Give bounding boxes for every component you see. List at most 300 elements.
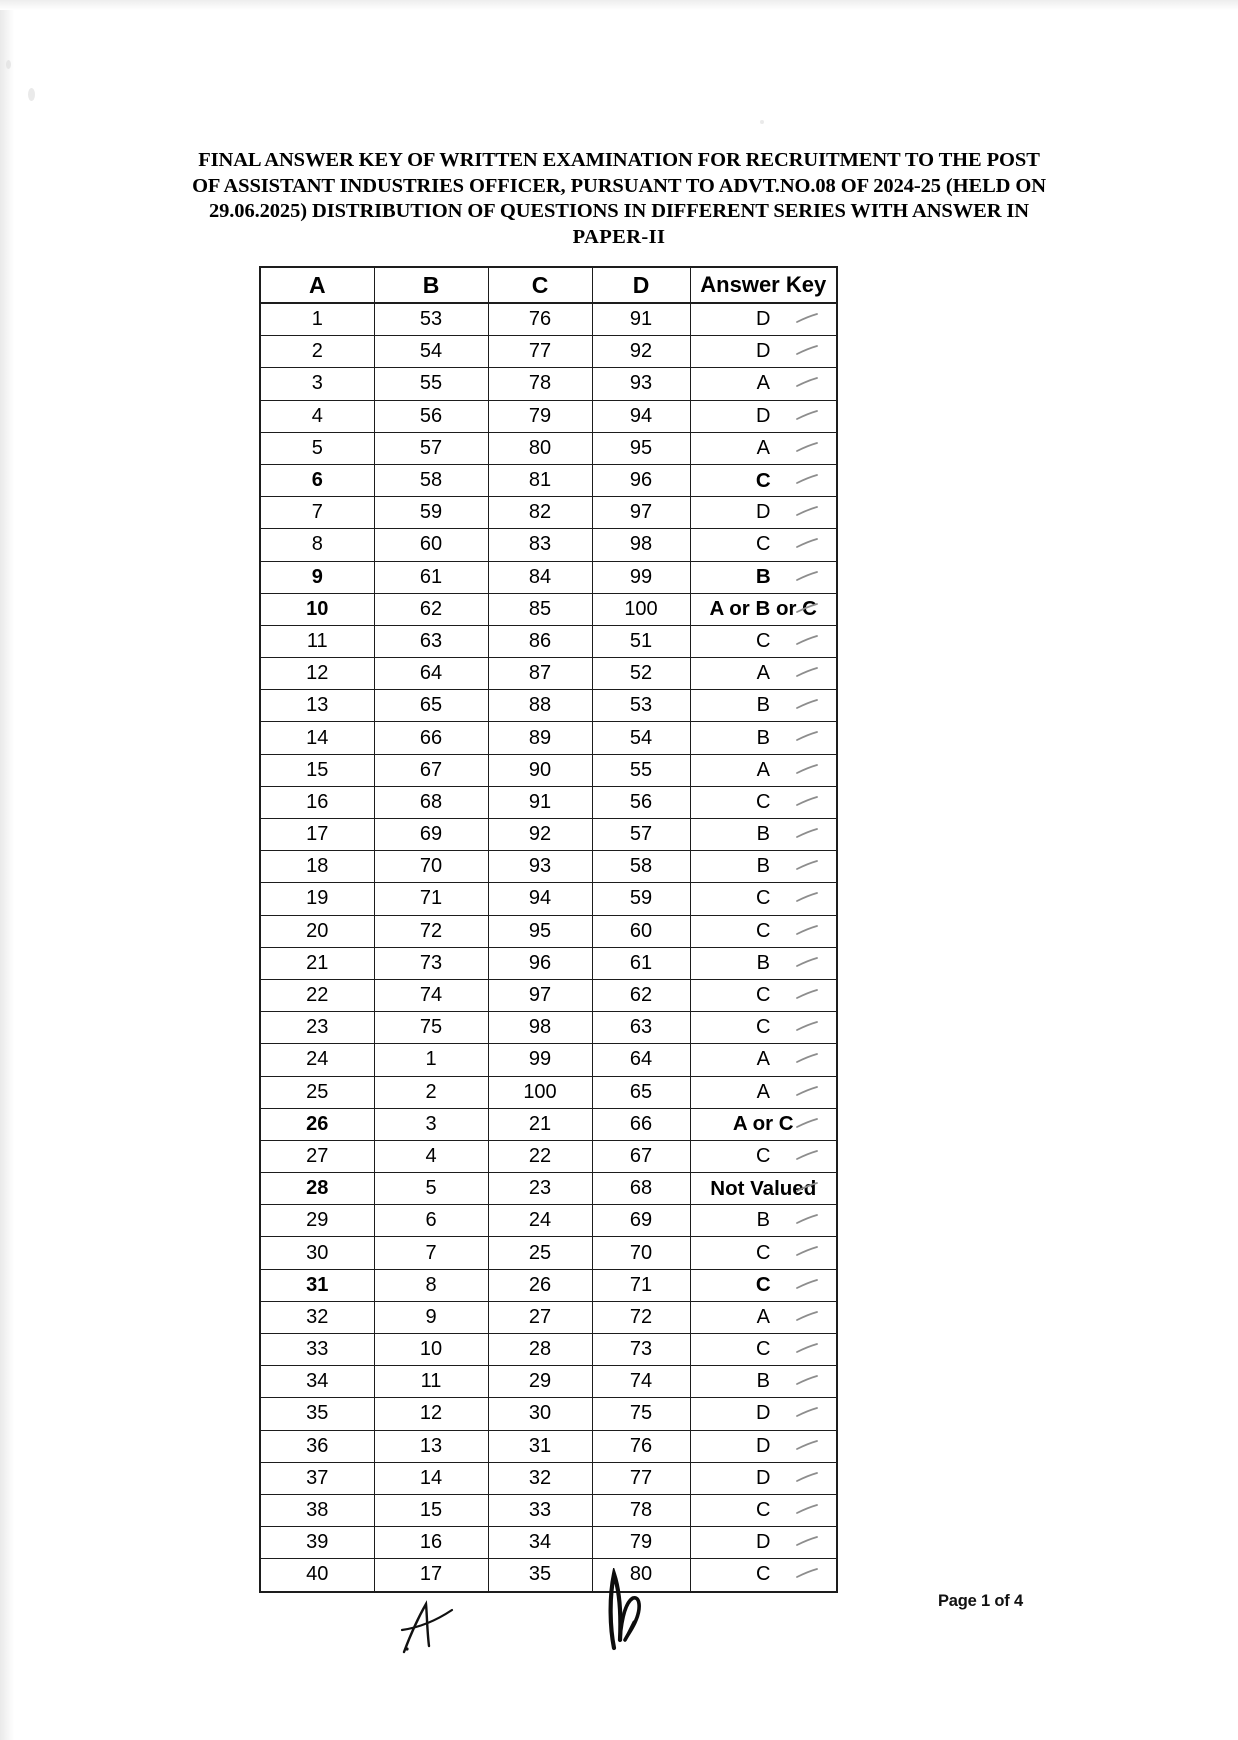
cell-series-d: 65 bbox=[592, 1076, 690, 1108]
title-line-3: 29.06.2025) DISTRIBUTION OF QUESTIONS IN DIFFERENT SERIES WITH ANSWER IN bbox=[208, 200, 1030, 222]
column-header-answer-key: Answer Key bbox=[690, 267, 837, 303]
pen-tick-mark bbox=[796, 699, 818, 709]
cell-series-c: 35 bbox=[488, 1559, 592, 1592]
cell-series-a: 13 bbox=[260, 690, 374, 722]
cell-series-b: 17 bbox=[374, 1559, 488, 1592]
page-number: Page 1 of 4 bbox=[938, 1592, 1023, 1610]
cell-series-c: 23 bbox=[488, 1173, 592, 1205]
title-line-1: FINAL ANSWER KEY OF WRITTEN EXAMINATION FOR RECRUITMENT TO THE POST bbox=[198, 149, 1040, 171]
cell-series-c: 29 bbox=[488, 1366, 592, 1398]
cell-series-b: 13 bbox=[374, 1430, 488, 1462]
table-row bbox=[260, 1430, 837, 1462]
cell-series-a: 28 bbox=[260, 1173, 374, 1205]
answer-key-value: B bbox=[756, 1209, 770, 1232]
pen-tick-mark bbox=[796, 1472, 818, 1482]
cell-series-c: 84 bbox=[488, 561, 592, 593]
cell-series-b: 63 bbox=[374, 625, 488, 657]
answer-key-value: A bbox=[756, 1080, 770, 1103]
table-header-row bbox=[260, 267, 837, 303]
column-header-series-b: B bbox=[374, 267, 488, 303]
pen-tick-mark bbox=[796, 1150, 818, 1160]
pen-tick-mark bbox=[796, 571, 818, 581]
table-row bbox=[260, 1012, 837, 1044]
cell-answer-key bbox=[690, 1108, 837, 1140]
table-row bbox=[260, 819, 837, 851]
cell-series-a: 31 bbox=[260, 1269, 374, 1301]
cell-series-d: 92 bbox=[592, 336, 690, 368]
cell-series-d: 72 bbox=[592, 1301, 690, 1333]
cell-series-c: 79 bbox=[488, 400, 592, 432]
answer-key-value: D bbox=[756, 404, 771, 427]
cell-answer-key bbox=[690, 1076, 837, 1108]
table-row bbox=[260, 883, 837, 915]
cell-series-c: 88 bbox=[488, 690, 592, 722]
cell-series-d: 57 bbox=[592, 819, 690, 851]
cell-series-d: 69 bbox=[592, 1205, 690, 1237]
cell-series-c: 34 bbox=[488, 1527, 592, 1559]
cell-series-d: 76 bbox=[592, 1430, 690, 1462]
pen-tick-mark bbox=[796, 1021, 818, 1031]
cell-series-c: 28 bbox=[488, 1334, 592, 1366]
cell-answer-key bbox=[690, 1301, 837, 1333]
table-row bbox=[260, 851, 837, 883]
pen-tick-mark bbox=[796, 1279, 818, 1289]
pen-tick-mark bbox=[796, 667, 818, 677]
cell-series-d: 56 bbox=[592, 786, 690, 818]
answer-key-value: C bbox=[755, 1273, 771, 1297]
answer-key-value: D bbox=[756, 1466, 771, 1489]
table-row bbox=[260, 303, 837, 336]
cell-series-c: 30 bbox=[488, 1398, 592, 1430]
pen-tick-mark bbox=[796, 1053, 818, 1063]
cell-answer-key bbox=[690, 883, 837, 915]
cell-series-c: 78 bbox=[488, 368, 592, 400]
cell-answer-key bbox=[690, 851, 837, 883]
cell-series-b: 5 bbox=[374, 1173, 488, 1205]
answer-key-value: A bbox=[756, 662, 770, 685]
cell-series-d: 64 bbox=[592, 1044, 690, 1076]
answer-key-value: A bbox=[756, 436, 770, 459]
table-row bbox=[260, 1559, 837, 1592]
answer-key-value: Not Valued bbox=[710, 1176, 817, 1200]
signature-middle bbox=[598, 1568, 658, 1653]
table-row bbox=[260, 400, 837, 432]
pen-tick-mark bbox=[796, 313, 818, 323]
cell-series-a: 15 bbox=[260, 754, 374, 786]
pen-tick-mark bbox=[796, 410, 818, 420]
cell-series-b: 56 bbox=[374, 400, 488, 432]
cell-series-b: 67 bbox=[374, 754, 488, 786]
cell-series-c: 92 bbox=[488, 819, 592, 851]
cell-series-c: 91 bbox=[488, 786, 592, 818]
cell-series-d: 67 bbox=[592, 1140, 690, 1172]
scan-speck bbox=[760, 120, 764, 124]
cell-series-d: 52 bbox=[592, 658, 690, 690]
cell-series-a: 23 bbox=[260, 1012, 374, 1044]
cell-answer-key bbox=[690, 1237, 837, 1269]
pen-tick-mark bbox=[796, 442, 818, 452]
cell-series-d: 58 bbox=[592, 851, 690, 883]
answer-key-value: A or C bbox=[732, 1112, 794, 1136]
cell-series-a: 30 bbox=[260, 1237, 374, 1269]
cell-series-c: 33 bbox=[488, 1494, 592, 1526]
cell-answer-key bbox=[690, 561, 837, 593]
cell-series-b: 12 bbox=[374, 1398, 488, 1430]
cell-series-d: 93 bbox=[592, 368, 690, 400]
answer-key-value: C bbox=[756, 790, 771, 813]
answer-key-value: C bbox=[756, 1499, 771, 1522]
answer-key-value: C bbox=[755, 468, 771, 492]
pen-tick-mark bbox=[796, 957, 818, 967]
answer-key-value: C bbox=[756, 1338, 771, 1361]
cell-series-d: 59 bbox=[592, 883, 690, 915]
cell-series-b: 10 bbox=[374, 1334, 488, 1366]
answer-key-table bbox=[259, 266, 838, 1593]
cell-series-d: 100 bbox=[592, 593, 690, 625]
table-row bbox=[260, 658, 837, 690]
cell-series-c: 94 bbox=[488, 883, 592, 915]
cell-answer-key bbox=[690, 947, 837, 979]
cell-series-c: 89 bbox=[488, 722, 592, 754]
table-row bbox=[260, 786, 837, 818]
table-row bbox=[260, 1076, 837, 1108]
cell-series-a: 24 bbox=[260, 1044, 374, 1076]
answer-key-value: C bbox=[756, 1241, 771, 1264]
pen-tick-mark bbox=[796, 345, 818, 355]
table-row bbox=[260, 497, 837, 529]
cell-series-b: 8 bbox=[374, 1269, 488, 1301]
cell-series-a: 27 bbox=[260, 1140, 374, 1172]
cell-series-d: 98 bbox=[592, 529, 690, 561]
table-row bbox=[260, 1494, 837, 1526]
pen-tick-mark bbox=[796, 1214, 818, 1224]
cell-series-d: 77 bbox=[592, 1462, 690, 1494]
cell-series-b: 14 bbox=[374, 1462, 488, 1494]
cell-series-b: 1 bbox=[374, 1044, 488, 1076]
answer-key-value: A bbox=[756, 1305, 770, 1328]
cell-series-b: 75 bbox=[374, 1012, 488, 1044]
cell-series-a: 4 bbox=[260, 400, 374, 432]
pen-tick-mark bbox=[796, 892, 818, 902]
cell-series-d: 80 bbox=[592, 1559, 690, 1592]
pen-tick-mark bbox=[796, 989, 818, 999]
cell-series-c: 22 bbox=[488, 1140, 592, 1172]
pen-tick-mark bbox=[796, 764, 818, 774]
cell-series-a: 39 bbox=[260, 1527, 374, 1559]
cell-series-c: 87 bbox=[488, 658, 592, 690]
answer-key-value: B bbox=[756, 726, 770, 749]
cell-series-b: 69 bbox=[374, 819, 488, 851]
cell-series-d: 63 bbox=[592, 1012, 690, 1044]
cell-series-a: 19 bbox=[260, 883, 374, 915]
cell-answer-key bbox=[690, 625, 837, 657]
signature-left bbox=[396, 1596, 466, 1656]
answer-key-value: C bbox=[756, 1144, 771, 1167]
cell-series-a: 12 bbox=[260, 658, 374, 690]
table-row bbox=[260, 915, 837, 947]
cell-series-d: 96 bbox=[592, 464, 690, 496]
cell-series-b: 16 bbox=[374, 1527, 488, 1559]
cell-series-c: 99 bbox=[488, 1044, 592, 1076]
cell-series-a: 34 bbox=[260, 1366, 374, 1398]
cell-series-d: 51 bbox=[592, 625, 690, 657]
pen-tick-mark bbox=[796, 1504, 818, 1514]
table-row bbox=[260, 1527, 837, 1559]
cell-series-d: 55 bbox=[592, 754, 690, 786]
cell-series-a: 36 bbox=[260, 1430, 374, 1462]
cell-answer-key bbox=[690, 658, 837, 690]
cell-series-b: 2 bbox=[374, 1076, 488, 1108]
cell-answer-key bbox=[690, 464, 837, 496]
cell-series-b: 9 bbox=[374, 1301, 488, 1333]
cell-series-c: 83 bbox=[488, 529, 592, 561]
pen-tick-mark bbox=[796, 1086, 818, 1096]
cell-series-d: 91 bbox=[592, 303, 690, 336]
cell-series-d: 74 bbox=[592, 1366, 690, 1398]
cell-answer-key bbox=[690, 979, 837, 1011]
table-row bbox=[260, 561, 837, 593]
cell-series-d: 61 bbox=[592, 947, 690, 979]
table-row bbox=[260, 1237, 837, 1269]
cell-series-a: 18 bbox=[260, 851, 374, 883]
cell-series-b: 62 bbox=[374, 593, 488, 625]
answer-key-value: D bbox=[756, 1531, 771, 1554]
cell-series-a: 7 bbox=[260, 497, 374, 529]
cell-series-c: 76 bbox=[488, 303, 592, 336]
document-title bbox=[150, 148, 1088, 250]
column-header-series-d: D bbox=[592, 267, 690, 303]
cell-series-c: 81 bbox=[488, 464, 592, 496]
cell-answer-key bbox=[690, 303, 837, 336]
cell-series-a: 9 bbox=[260, 561, 374, 593]
cell-answer-key bbox=[690, 1366, 837, 1398]
table-header bbox=[260, 267, 837, 303]
pen-tick-mark bbox=[796, 377, 818, 387]
cell-series-a: 21 bbox=[260, 947, 374, 979]
cell-series-a: 40 bbox=[260, 1559, 374, 1592]
pen-tick-mark bbox=[796, 828, 818, 838]
cell-series-a: 26 bbox=[260, 1108, 374, 1140]
answer-key-value: D bbox=[756, 308, 771, 331]
cell-answer-key bbox=[690, 1012, 837, 1044]
cell-series-a: 17 bbox=[260, 819, 374, 851]
cell-series-a: 22 bbox=[260, 979, 374, 1011]
cell-series-d: 79 bbox=[592, 1527, 690, 1559]
answer-key-value: B bbox=[756, 694, 770, 717]
cell-series-c: 27 bbox=[488, 1301, 592, 1333]
cell-answer-key bbox=[690, 336, 837, 368]
answer-key-value: A bbox=[756, 372, 770, 395]
scan-speck bbox=[28, 88, 35, 101]
pen-tick-mark bbox=[796, 635, 818, 645]
answer-key-value: B bbox=[756, 823, 770, 846]
cell-series-b: 72 bbox=[374, 915, 488, 947]
table-row bbox=[260, 1301, 837, 1333]
answer-key-value: B bbox=[756, 951, 770, 974]
cell-answer-key bbox=[690, 1269, 837, 1301]
table-body bbox=[260, 303, 837, 1592]
cell-answer-key bbox=[690, 786, 837, 818]
title-line-4-paper: PAPER-II bbox=[572, 225, 666, 248]
table-row bbox=[260, 1462, 837, 1494]
cell-series-b: 55 bbox=[374, 368, 488, 400]
table-row bbox=[260, 979, 837, 1011]
pen-tick-mark bbox=[796, 1246, 818, 1256]
cell-series-c: 100 bbox=[488, 1076, 592, 1108]
answer-key-value: D bbox=[756, 340, 771, 363]
cell-series-d: 95 bbox=[592, 432, 690, 464]
cell-series-b: 66 bbox=[374, 722, 488, 754]
cell-series-c: 26 bbox=[488, 1269, 592, 1301]
cell-answer-key bbox=[690, 1559, 837, 1592]
cell-answer-key bbox=[690, 1398, 837, 1430]
answer-key-value: B bbox=[756, 855, 770, 878]
cell-answer-key bbox=[690, 722, 837, 754]
cell-answer-key bbox=[690, 432, 837, 464]
cell-series-b: 15 bbox=[374, 1494, 488, 1526]
pen-tick-mark bbox=[796, 860, 818, 870]
pen-tick-mark bbox=[796, 1568, 818, 1578]
cell-answer-key bbox=[690, 819, 837, 851]
table-row bbox=[260, 1366, 837, 1398]
cell-series-a: 32 bbox=[260, 1301, 374, 1333]
table-row bbox=[260, 593, 837, 625]
cell-answer-key bbox=[690, 1205, 837, 1237]
cell-series-a: 20 bbox=[260, 915, 374, 947]
cell-answer-key bbox=[690, 690, 837, 722]
pen-tick-mark bbox=[796, 1375, 818, 1385]
cell-series-d: 71 bbox=[592, 1269, 690, 1301]
cell-series-c: 93 bbox=[488, 851, 592, 883]
answer-key-value: C bbox=[756, 919, 771, 942]
scan-speck bbox=[6, 60, 11, 69]
cell-series-a: 2 bbox=[260, 336, 374, 368]
answer-key-value: D bbox=[756, 1402, 771, 1425]
answer-key-value: C bbox=[756, 887, 771, 910]
cell-series-d: 54 bbox=[592, 722, 690, 754]
answer-key-value: C bbox=[756, 984, 771, 1007]
pen-tick-mark bbox=[796, 1311, 818, 1321]
cell-series-c: 95 bbox=[488, 915, 592, 947]
cell-series-d: 66 bbox=[592, 1108, 690, 1140]
cell-series-a: 14 bbox=[260, 722, 374, 754]
answer-key-value: A bbox=[756, 1048, 770, 1071]
table-row bbox=[260, 1108, 837, 1140]
answer-key-value: C bbox=[756, 533, 771, 556]
cell-series-b: 61 bbox=[374, 561, 488, 593]
cell-series-b: 68 bbox=[374, 786, 488, 818]
cell-series-a: 37 bbox=[260, 1462, 374, 1494]
answer-key-value: A bbox=[756, 758, 770, 781]
cell-series-a: 33 bbox=[260, 1334, 374, 1366]
cell-series-b: 65 bbox=[374, 690, 488, 722]
cell-series-b: 6 bbox=[374, 1205, 488, 1237]
table-row bbox=[260, 1398, 837, 1430]
column-header-series-a: A bbox=[260, 267, 374, 303]
column-header-series-c: C bbox=[488, 267, 592, 303]
cell-series-b: 53 bbox=[374, 303, 488, 336]
cell-series-b: 70 bbox=[374, 851, 488, 883]
cell-answer-key bbox=[690, 400, 837, 432]
table-row bbox=[260, 722, 837, 754]
cell-series-a: 11 bbox=[260, 625, 374, 657]
table-row bbox=[260, 464, 837, 496]
table-row bbox=[260, 1205, 837, 1237]
cell-series-d: 70 bbox=[592, 1237, 690, 1269]
cell-series-b: 71 bbox=[374, 883, 488, 915]
table-row bbox=[260, 947, 837, 979]
cell-series-b: 7 bbox=[374, 1237, 488, 1269]
cell-series-a: 5 bbox=[260, 432, 374, 464]
pen-tick-mark bbox=[796, 538, 818, 548]
cell-series-c: 90 bbox=[488, 754, 592, 786]
cell-series-a: 1 bbox=[260, 303, 374, 336]
cell-series-c: 77 bbox=[488, 336, 592, 368]
cell-answer-key bbox=[690, 915, 837, 947]
cell-series-c: 85 bbox=[488, 593, 592, 625]
cell-answer-key bbox=[690, 1430, 837, 1462]
answer-key-value: B bbox=[755, 565, 771, 589]
pen-tick-mark bbox=[796, 474, 818, 484]
cell-series-a: 38 bbox=[260, 1494, 374, 1526]
title-line-2: OF ASSISTANT INDUSTRIES OFFICER, PURSUANT TO ADVT.NO.08 OF 2024-25 (HELD ON bbox=[192, 174, 1046, 197]
cell-answer-key bbox=[690, 1044, 837, 1076]
table-row bbox=[260, 1140, 837, 1172]
table-row bbox=[260, 368, 837, 400]
cell-series-d: 75 bbox=[592, 1398, 690, 1430]
cell-series-b: 54 bbox=[374, 336, 488, 368]
table-row bbox=[260, 690, 837, 722]
cell-answer-key bbox=[690, 497, 837, 529]
pen-tick-mark bbox=[796, 925, 818, 935]
cell-series-c: 80 bbox=[488, 432, 592, 464]
cell-series-b: 74 bbox=[374, 979, 488, 1011]
cell-series-c: 32 bbox=[488, 1462, 592, 1494]
table-row bbox=[260, 1044, 837, 1076]
cell-answer-key bbox=[690, 529, 837, 561]
cell-series-b: 59 bbox=[374, 497, 488, 529]
cell-series-d: 94 bbox=[592, 400, 690, 432]
cell-series-b: 4 bbox=[374, 1140, 488, 1172]
answer-key-value: D bbox=[756, 1434, 771, 1457]
cell-series-d: 60 bbox=[592, 915, 690, 947]
answer-key-value: A or B or C bbox=[709, 597, 817, 621]
table-row bbox=[260, 432, 837, 464]
scan-edge-shading-left bbox=[0, 0, 14, 1740]
cell-answer-key bbox=[690, 1173, 837, 1205]
cell-answer-key bbox=[690, 754, 837, 786]
answer-key-value: D bbox=[756, 501, 771, 524]
cell-series-b: 64 bbox=[374, 658, 488, 690]
table-row bbox=[260, 1173, 837, 1205]
pen-tick-mark bbox=[796, 506, 818, 516]
cell-answer-key bbox=[690, 1462, 837, 1494]
cell-series-b: 58 bbox=[374, 464, 488, 496]
cell-series-d: 73 bbox=[592, 1334, 690, 1366]
answer-key-table-container bbox=[259, 266, 836, 1593]
cell-series-d: 53 bbox=[592, 690, 690, 722]
cell-series-c: 24 bbox=[488, 1205, 592, 1237]
scan-edge-shading-top bbox=[0, 0, 1238, 10]
pen-tick-mark bbox=[796, 1118, 818, 1128]
cell-series-a: 3 bbox=[260, 368, 374, 400]
answer-key-value: C bbox=[756, 1563, 771, 1586]
pen-tick-mark bbox=[796, 1407, 818, 1417]
cell-series-d: 97 bbox=[592, 497, 690, 529]
cell-series-b: 60 bbox=[374, 529, 488, 561]
cell-series-d: 78 bbox=[592, 1494, 690, 1526]
cell-series-c: 82 bbox=[488, 497, 592, 529]
